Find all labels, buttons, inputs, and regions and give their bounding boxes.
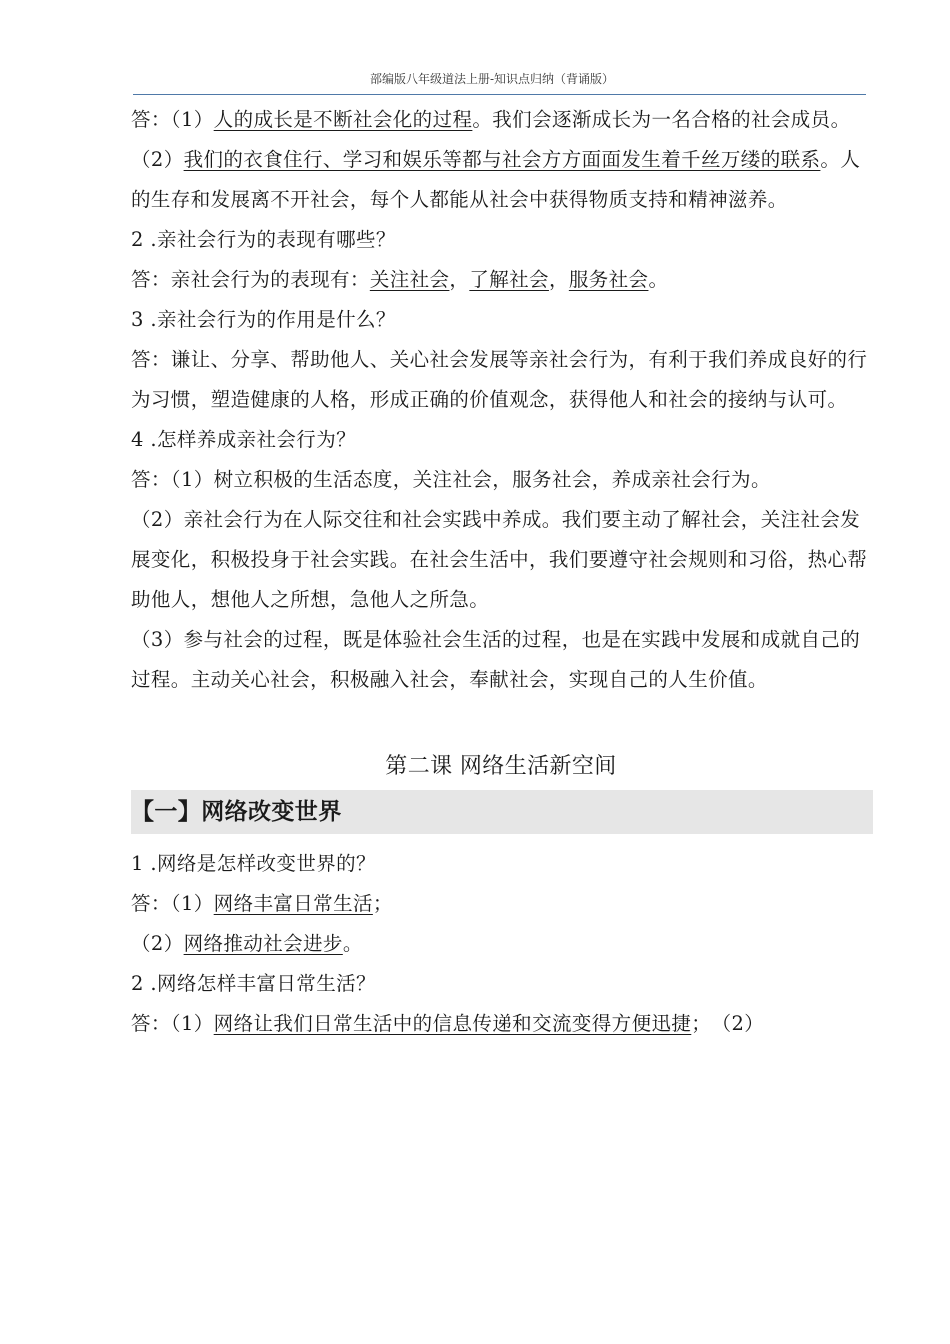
key-point: 网络让我们日常生活中的信息传递和交流变得方便迅捷 [213, 1012, 692, 1035]
document-body [131, 100, 871, 1044]
lesson-title: 第二课 网络生活新空间 [385, 754, 617, 779]
lesson2-answer-2: 答：（1）网络让我们日常生活中的信息传递和交流变得方便迅捷； （2） [131, 1012, 765, 1035]
running-header: 部编版八年级道法上册-知识点归纳（背诵版） [370, 72, 615, 86]
lesson2-answer-1-part-1: 答：（1）网络丰富日常生活； [131, 892, 393, 915]
key-point: 了解社会 [469, 268, 549, 291]
question-2: 2 .亲社会行为的表现有哪些？ [131, 228, 396, 251]
header-rule [133, 94, 866, 95]
lesson2-answer-1-part-2: （2）网络推动社会进步。 [131, 932, 363, 955]
section-heading: 【一】网络改变世界 [131, 790, 873, 834]
key-point: 我们的衣食住行、学习和娱乐等都与社会方方面面发生着千丝万缕的联系 [183, 148, 821, 171]
question-3: 3 .亲社会行为的作用是什么？ [131, 308, 396, 331]
key-point: 网络丰富日常生活 [213, 892, 373, 915]
answer-2: 答：亲社会行为的表现有：关注社会，了解社会，服务社会。 [131, 268, 669, 291]
answer-1-part-2: （2）我们的衣食住行、学习和娱乐等都与社会方方面面发生着千丝万缕的联系。人的生存和发展离不开社会，每个人都能从社会中获得物质支持和精神滋养。 [131, 148, 861, 211]
key-point: 人的成长是不断社会化的过程 [213, 108, 473, 131]
lesson2-question-2: 2 .网络怎样丰富日常生活？ [131, 972, 376, 995]
key-point: 关注社会 [369, 268, 450, 291]
lesson2-question-1: 1 .网络是怎样改变世界的？ [131, 852, 376, 875]
key-point: 服务社会 [568, 268, 649, 291]
answer-3: 答：谦让、分享、帮助他人、关心社会发展等亲社会行为，有利于我们养成良好的行为习惯，塑造健康的人格，形成正确的价值观念，获得他人和社会的接纳与认可。 [131, 348, 868, 411]
answer-4-part-2: （2）亲社会行为在人际交往和社会实践中养成。我们要主动了解社会，关注社会发展变化，积极投身于社会实践。在社会生活中，我们要遵守社会规则和习俗，热心帮助他人，想他人之所想，急他人之所急。 [131, 508, 868, 611]
answer-4-part-3: （3）参与社会的过程，既是体验社会生活的过程，也是在实践中发展和成就自己的过程。主动关心社会，积极融入社会，奉献社会，实现自己的人生价值。 [131, 628, 861, 691]
answer-1-part-1: 答：（1）人的成长是不断社会化的过程。我们会逐渐成长为一名合格的社会成员。 [131, 108, 851, 131]
key-point: 网络推动社会进步 [183, 932, 343, 955]
answer-4-part-1: 答：（1）树立积极的生活态度，关注社会，服务社会，养成亲社会行为。 [131, 468, 771, 491]
question-4: 4 .怎样养成亲社会行为？ [131, 428, 357, 451]
